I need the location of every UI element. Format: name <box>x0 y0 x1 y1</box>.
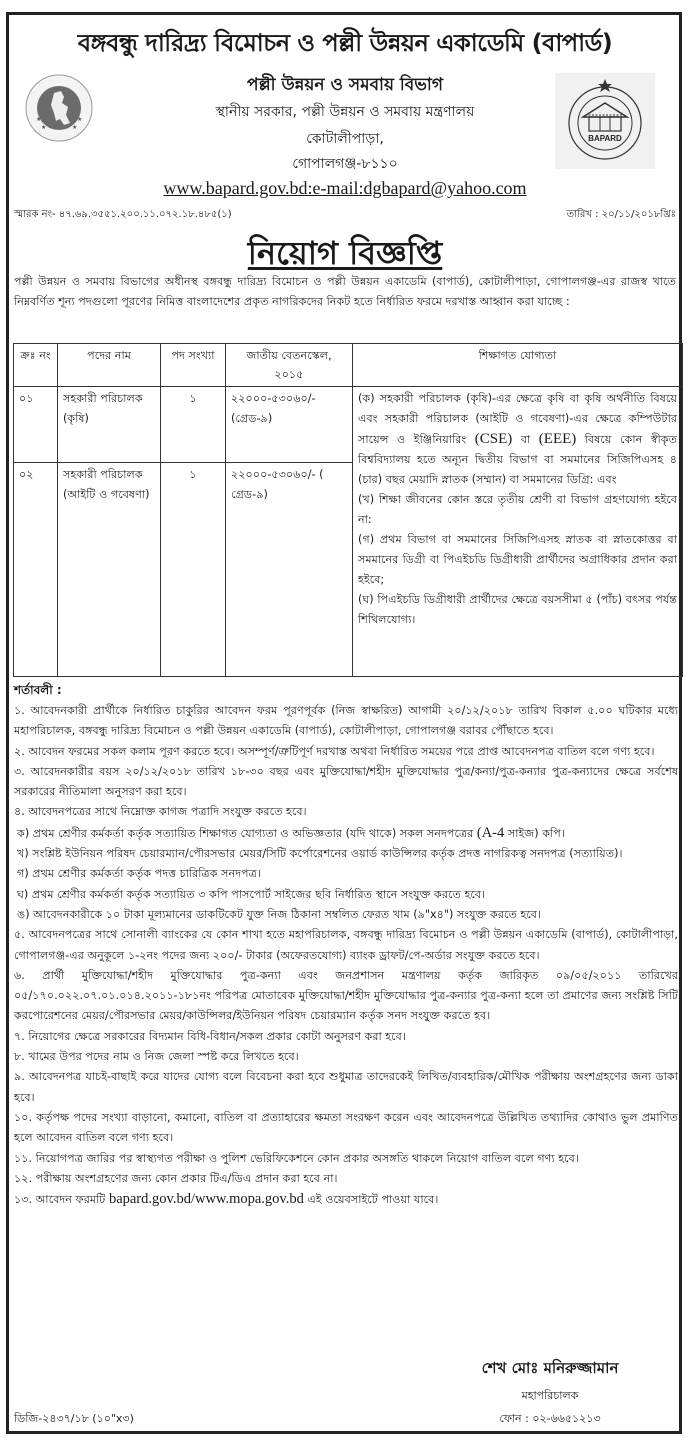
table-header-row <box>14 344 683 387</box>
term-6: ৬. প্রার্থী মুক্তিযোদ্ধা/শহীদ মুক্তিযোদ্ধার পুত্র-কন্যা এবং জনপ্রশাসন মন্ত্রণালয় কর্তৃক জারিকৃত ০৯/০৫/২০১১ তারিখের ০৫/১৭০.০২২.০৭.০১.০১৪.২০১১-১৮১নং পরিপত্র মোতাবেক মুক্তিযোদ্ধা/শহীদ মুক্তিযোদ্ধার পুত্র-কন্যার পুত্র-কন্যা হলে তা প্রমাণের জন্য সংশ্লিষ্ট সিটি করপোরেশনের মেয়র/পৌরসভার মেয়র/কাউন্সিলর/ইউনিয়ন পরিষদ চেয়ারম্যান কর্তৃক সনদ সংযুক্ত করতে হব। <box>14 968 678 1023</box>
term-11: ১১. নিয়োগপত্র জারির পর স্বাস্থ্যগত পরীক্ষা ও পুলিশ ভেরিফিকেশনে কোন প্রকার অসঙ্গতি থাকলে নিয়োগ বাতিল বলে গণ্য হবে। <box>14 1151 579 1165</box>
term-13-suffix: এই ওয়েবসাইটে পাওয়া যাবে। <box>307 1193 439 1207</box>
term-4-ka-suffix: সাইজ) কপি। <box>507 826 565 840</box>
signatory-name: শেখ মোঃ মনিরুজ্জামান <box>481 1359 619 1377</box>
term-4-ga: গ) প্রথম শ্রেণীর কর্মকর্তা কর্তৃক পদত্ত চারিত্রিক সনদপত্র। <box>17 867 261 881</box>
term-10: ১০. কর্তৃপক্ষ পদের সংখ্যা বাড়ানো, কমানো, বাতিল বা প্রত্যাহারের ক্ষমতা সংরক্ষণ করেন এবং আবেদনপত্রে উল্লিখিত তথ্যাদির কোথাও ভুল প্রমাণিত হলে আবেদন বাতিল বলে গণ্য হবে। <box>14 1110 678 1145</box>
memo-number: স্মারক নং- ৪৭.৬৯.৩৫৫১.২০০.১১.০৭২.১৮.৪৮৫(১) <box>14 209 232 220</box>
terms-list <box>14 701 678 1210</box>
a4-label: (A-4 <box>476 824 505 841</box>
header-pay-scale: জাতীয় বেতনস্কেল, ২০১৫ <box>226 344 353 387</box>
signatory-title: মহাপরিচালক <box>521 1389 579 1402</box>
bapard-logo-text: BAPARD <box>588 134 622 143</box>
row-post-name: সহকারী পরিচালক (কৃষি) <box>58 387 161 463</box>
application-form-link[interactable]: bapard.gov.bd/www.mopa.gov.bd <box>108 1191 304 1208</box>
row-serial: ০১ <box>14 387 58 463</box>
org-name: বঙ্গবন্ধু দারিদ্র্য বিমোচন ও পল্লী উন্নয়ন একাডেমি (বাপার্ড) <box>77 29 613 57</box>
cse-label: (CSE) <box>474 431 513 447</box>
svg-text:★: ★ <box>72 124 78 131</box>
header-post-count: পদ সংখ্যা <box>161 344 226 387</box>
term-3: ৩. আবেদনকারীর বয়স ২০/১২/২০১৮ তারিখ ১৮-৩০ বছর এবং মুক্তিযোদ্ধা/শহীদ মুক্তিযোদ্ধার পুত্র/কন্যা/পুত্র-কন্যার পুত্র-কন্যাদের ক্ষেত্রে সর্বশেষ সরকারের নীতিমালা অনুসরণ করা হবে। <box>14 764 678 799</box>
header-post-name: পদের নাম <box>58 344 161 387</box>
address-line-2: গোপালগঞ্জ-৮১১০ <box>292 156 398 172</box>
website-email-link[interactable]: www.bapard.gov.bd:e-mail:dgbapard@yahoo.com <box>163 178 527 198</box>
term-4-uma: ঙ) আবেদনকারীকে ১০ টাকা মূল্যমানের ডাকটিকেট যুক্ত নিজ ঠিকানা সম্বলিত ফেরত খাম (৯"x৪") সংযুক্ত করতে হবে। <box>17 907 542 921</box>
term-2: ২. আবেদন ফরমের সকল কলাম পূরণ করতে হবে। অসম্পূর্ণ/ত্রুটিপূর্ণ দরখাস্ত অথবা নির্ধারিত সময়ের পরে প্রাপ্ত আবেদনপত্র বাতিল বলে গণ্য হবে। <box>14 744 655 758</box>
qualification-ka-text-1: (ক) সহকারী পরিচালক (কৃষি)-এর ক্ষেত্রে কৃষি বা কৃষি অর্থনীতি বিষয়ে এবং সহকারী পরিচালক (আইটি ও গবেষণা)-এর ক্ষেত্রে কম্পিউটার সায়েন্স ও ইঞ্জিনিয়ারিং <box>358 392 677 446</box>
term-8: ৮. খামের উপর পদের নাম ও নিজ জেলা স্পষ্ট করে লিখতে হবে। <box>14 1050 299 1064</box>
table-row <box>14 387 683 463</box>
row-post-count: ১ <box>161 463 226 677</box>
term-4-kha: খ) সংশ্লিষ্ট ইউনিয়ন পরিষদ চেয়ারম্যান/পৌরসভার মেয়র/সিটি কর্পোরেশনের ওয়ার্ড কাউন্সিলর কর্তৃক প্রদত্ত নাগরিকত্ব সনদপত্র (সত্যায়িত)। <box>17 847 623 861</box>
term-1: ১. আবেদনকারী প্রার্থীকে নির্ধারিত চাকুরির আবেদন ফরম পূরণপূর্বক (নিজ স্বাক্ষরিত) আগামী ২০/১২/২০১৮ তারিখ বিকাল ৫.০০ ঘটিকার মধ্যে মহাপরিচালক, বঙ্গবন্ধু দারিদ্র্য বিমোচন ও পল্লী উন্নয়ন একাডেমি (বাপার্ড), কোটালীপাড়া, গোপালগঞ্জ বরাবর পৌঁছাতে হবে। <box>14 704 678 738</box>
intro-paragraph: পল্লী উন্নয়ন ও সমবায় বিভাগের অধীনস্থ বঙ্গবন্ধু দারিদ্র্য বিমোচন ও পল্লী উন্নয়ন একাডেমি (বাপার্ড), কোটালীপাড়া, গোপালগঞ্জ-এর রাজস্ব খাতে নিম্নবর্ণিত শূন্য পদগুলো পূরণের নিমিত্ত বাংলাদেশের প্রকৃত নাগরিকদের নিকট হতে নির্ধারিত ফরমে দরখাস্ত আহ্বান করা যাচ্ছে : <box>14 275 676 308</box>
ministry-name: স্থানীয় সরকার, পল্লী উন্নয়ন ও সমবায় মন্ত্রণালয় <box>215 104 475 120</box>
term-13-text: ১৩. আবেদন ফরমটি <box>14 1193 106 1207</box>
dg-code: ডিজি-২৪৩৭/১৮ (১০"x৩) <box>14 1412 134 1425</box>
address-line-1: কোটালীপাড়া, <box>306 131 384 147</box>
svg-text:★: ★ <box>41 124 47 131</box>
term-9: ৯. আবেদনপত্র যাচই-বাছাই করে যাদের যোগ্য বলে বিবেচনা করা হবে শুধুমাত্র তাদেরকেই লিখিত/ব্যবহারিক/মৌখিক পরীক্ষায় অংশগ্রহণের জন্য ডাকা হবে। <box>14 1070 678 1104</box>
svg-text:★: ★ <box>77 116 83 123</box>
term-13 <box>14 1189 678 1210</box>
term-4: ৪. আবেদনপত্রের সাথে নিম্নোক্ত কাগজ পত্রাদি সংযুক্ত করতে হবে। <box>14 805 307 819</box>
eee-label: (EEE) <box>538 431 577 447</box>
header-qualification: শিক্ষাগত যোগ্যতা <box>353 344 683 387</box>
notice-title: নিয়োগ বিজ্ঞপ্তি <box>247 234 443 272</box>
term-7: ৭. নিয়োগের ক্ষেত্রে সরকারের বিদ্যমান বিধি-বিধান/সকল প্রকার কোটা অনুসরণ করা হবে। <box>14 1029 406 1043</box>
term-4-ka <box>14 823 678 844</box>
vacancy-table <box>13 343 683 677</box>
qualification-cell <box>353 387 683 677</box>
term-4-gha: ঘ) প্রথম শ্রেণীর কর্মকর্তা কর্তৃক সত্যায়িত ৩ কপি পাসপোর্ট সাইজের ছবি নির্ধারিত স্থানে সংযুক্ত করতে হবে। <box>17 887 486 901</box>
qualification-gha: (ঘ) পিএইচডি ডিগ্রীধারী প্রার্থীদের ক্ষেত্রে বয়সসীমা ৫ (পাঁচ) বৎসর পর্যন্ত শিথিলযোগ্য। <box>358 593 677 626</box>
terms-heading: শর্তাবলী : <box>14 683 62 697</box>
term-5: ৫. আবেদনপত্রের সাথে সোনালী ব্যাংকের যে কোন শাখা হতে মহাপরিচালক, বঙ্গবন্ধু দারিদ্র্য বিমোচন ও পল্লী উন্নয়ন একাডেমি (বাপার্ড), কোটালীপাড়া, গোপালগঞ্জ-এর অনুকূলে ১-২নং পদের জন্য ২০০/- টাকার (অফেরতযোগ্য) ব্যাংক ড্রাফট/পে-অর্ডার সংযুক্ত করতে হবে। <box>14 928 678 962</box>
qualification-kha: (খ) শিক্ষা জীবনের কোন স্তরে তৃতীয় শ্রেণী বা বিভাগ গ্রহণযোগ্য হইবে না: <box>358 493 677 526</box>
qualification-ka <box>358 389 677 490</box>
or-text: বা <box>520 433 531 446</box>
row-post-name: সহকারী পরিচালক (আইটি ও গবেষণা) <box>58 463 161 677</box>
svg-text:★: ★ <box>36 116 42 123</box>
division-name: পল্লী উন্নয়ন ও সমবায় বিভাগ <box>247 75 443 95</box>
term-12: ১২. পরীক্ষায় অংশগ্রহণের জন্য কোন প্রকার টিএ/ডিএ প্রদান করা হবে না। <box>14 1171 338 1185</box>
header-serial: ক্রঃ নং <box>14 344 58 387</box>
qualification-ka-text-2: বিষয়ে কোন স্বীকৃত বিশ্ববিদ্যালয় হতে অন্যূন দ্বিতীয় বিভাগ বা সমমানের সিজিপিএসহ ৪ (চার) বছর মেয়াদি স্নাতক (সম্মান) বা সমমানের ডিগ্রি: এবং <box>358 433 677 486</box>
row-pay-scale: ২২০০০-৫৩০৬০/- ( গ্রেড-৯) <box>226 463 353 677</box>
qualification-ga: (গ) প্রথম বিভাগ বা সমমানের সিজিপিএসহ স্নাতক বা স্নাতকোত্তর বা সমমানের ডিগ্রী বা পিএইচডি ডিগ্রীধারী প্রার্থীদের অগ্রাধিকার প্রদান করা হইবে; <box>358 533 677 586</box>
row-serial: ০২ <box>14 463 58 677</box>
issue-date: তারিখ : ২০/১১/২০১৮খ্রিঃ <box>566 209 676 220</box>
row-pay-scale: ২২০০০-৫৩০৬০/- (গ্রেড-৯) <box>226 387 353 463</box>
term-4-ka-text: ক) প্রথম শ্রেণীর কর্মকর্তা কর্তৃক সত্যায়িত শিক্ষাগত যোগ্যতা ও অভিজ্ঞতার (যদি থাকে) সকল সনদপত্রের <box>17 826 474 840</box>
signatory-phone: ফোন : ০২-৬৬৫১২১৩ <box>499 1412 601 1425</box>
row-post-count: ১ <box>161 387 226 463</box>
